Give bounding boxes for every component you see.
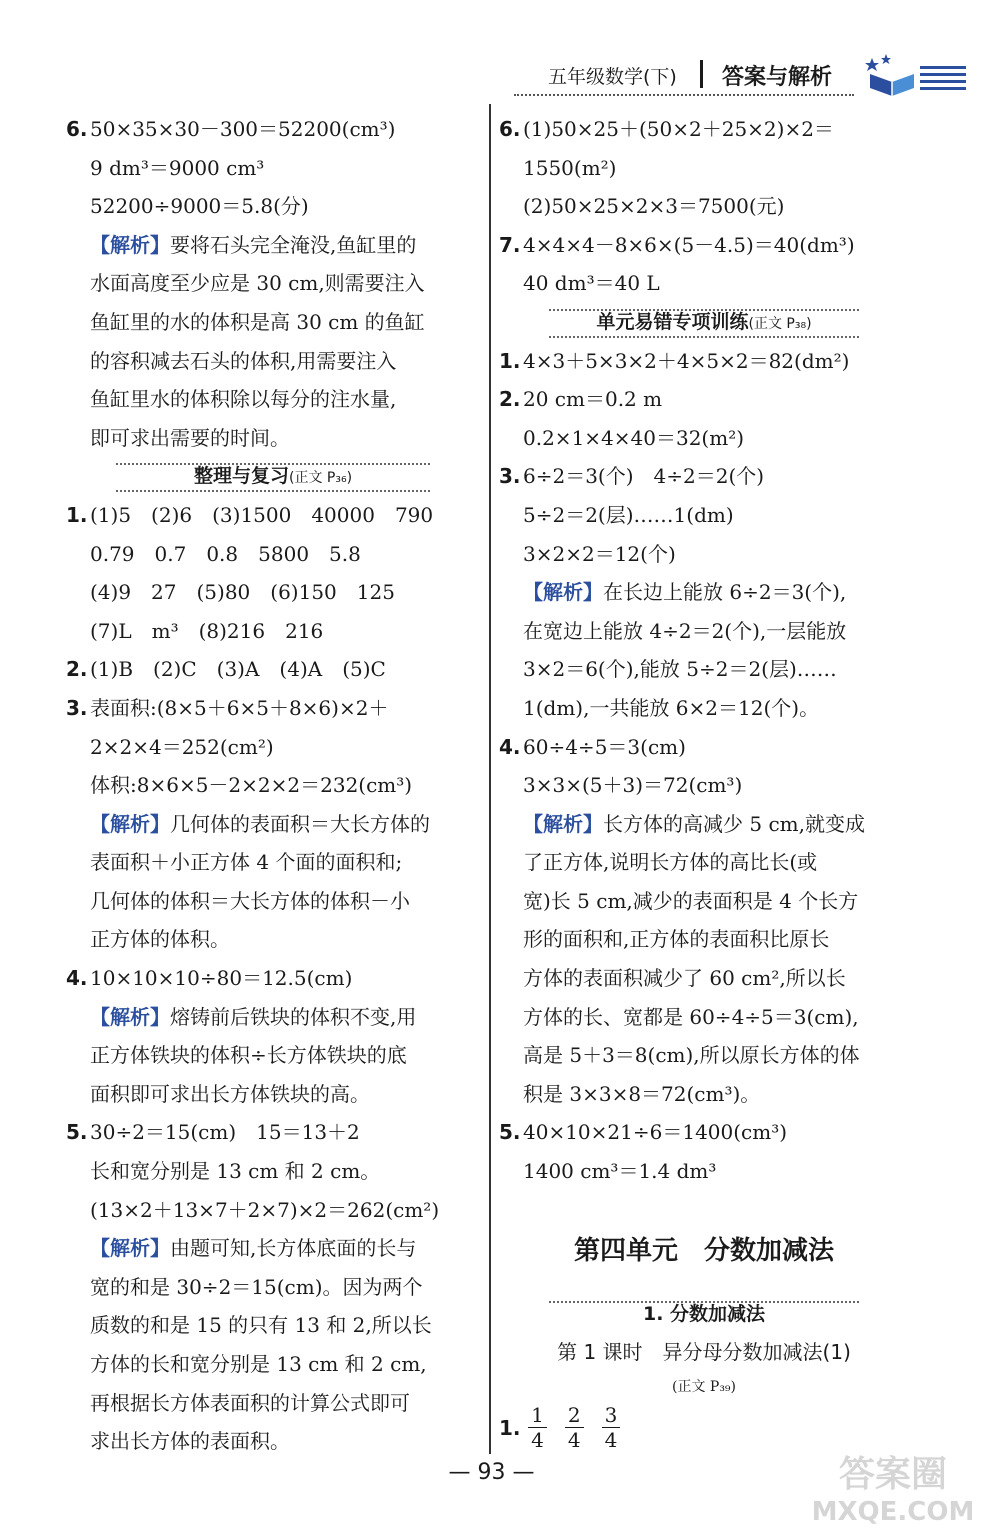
answer-line — [66, 1268, 480, 1307]
line-text: 3×2＝6(个),能放 5÷2＝2(层)…… — [523, 657, 837, 682]
answer-line — [66, 264, 480, 303]
analysis-line — [66, 226, 480, 265]
line-text: 鱼缸里水的体积除以每分的注水量, — [90, 387, 397, 412]
line-text: 2×2×4＝252(cm²) — [90, 734, 274, 759]
line-text: 质数的和是 15 的只有 13 和 2,所以长 — [90, 1313, 432, 1338]
fraction-numerator: 2 — [565, 1403, 584, 1428]
line-text: 在长边上能放 6÷2＝3(个), — [603, 580, 847, 605]
watermark-logo — [808, 1448, 978, 1528]
section-heading-text: 单元易错专项训练 — [596, 310, 749, 333]
line-text: 30÷2＝15(cm) 15＝13＋2 — [90, 1120, 360, 1145]
line-text: 5÷2＝2(层)……1(dm) — [523, 502, 734, 527]
answer-line-numbered — [66, 496, 480, 535]
line-text: 在宽边上能放 4÷2＝2(个),一层能放 — [523, 618, 847, 643]
answer-line-numbered — [499, 110, 909, 149]
line-text: 要将石头完全淹没,鱼缸里的 — [170, 232, 417, 257]
analysis-line — [66, 998, 480, 1037]
line-text: 6÷2＝3(个) 4÷2＝2(个) — [523, 464, 765, 489]
question-number: 3. — [66, 695, 88, 720]
watermark-url: MXQE.COM — [811, 1497, 975, 1527]
answer-line — [66, 766, 480, 805]
line-text: 再根据长方体表面积的计算公式即可 — [90, 1390, 410, 1415]
right-answers — [499, 110, 909, 1191]
line-text: 表面积＋小正方体 4 个面的面积和; — [90, 850, 403, 875]
answer-line — [66, 612, 480, 651]
analysis-tag: 【解析】 — [90, 1236, 170, 1261]
fraction-denominator: 4 — [604, 1428, 618, 1453]
line-text: 10×10×10÷80＝12.5(cm) — [90, 966, 353, 991]
line-text: 1550(m²) — [523, 155, 617, 180]
answer-line — [66, 1036, 480, 1075]
analysis-line — [66, 1229, 480, 1268]
dotted-rule — [549, 309, 859, 311]
lesson-source: (正文 P₃₉) — [671, 1379, 737, 1396]
line-text: 宽)长 5 cm,减少的表面积是 4 个长方 — [523, 888, 859, 913]
line-text: 3×3×(5＋3)＝72(cm³) — [523, 773, 743, 798]
answer-line — [499, 612, 909, 651]
line-text: 水面高度至少应是 30 cm,则需要注入 — [90, 271, 425, 296]
question-number: 6. — [66, 117, 88, 141]
section-heading — [66, 457, 480, 496]
line-text: 积是 3×3×8＝72(cm³)。 — [523, 1081, 761, 1106]
answer-line-numbered — [66, 959, 480, 998]
answer-line — [66, 419, 480, 458]
answer-line — [66, 1422, 480, 1461]
dotted-rule — [549, 1301, 859, 1303]
line-text: 鱼缸里的水的体积是高 30 cm 的鱼缸 — [90, 309, 425, 334]
answer-line — [499, 1152, 909, 1191]
question-number: 5. — [499, 1120, 521, 1145]
answer-line — [66, 187, 480, 226]
line-text: 50×35×30－300＝52200(cm³) — [90, 117, 396, 141]
dotted-rule — [116, 463, 430, 465]
answer-line — [66, 1075, 480, 1114]
answer-line — [66, 843, 480, 882]
answer-line-numbered — [499, 342, 909, 381]
fraction — [528, 1403, 547, 1452]
question-number: 4. — [499, 734, 521, 759]
answer-line — [499, 882, 909, 921]
fraction-numerator: 3 — [602, 1403, 621, 1428]
answer-line — [66, 342, 480, 381]
line-text: 40×10×21÷6＝1400(cm³) — [523, 1120, 788, 1145]
section-heading-text: 1. 分数加减法 — [642, 1302, 766, 1325]
left-column — [66, 110, 480, 1461]
watermark-text: 答案圈 — [838, 1454, 948, 1495]
answer-line — [66, 535, 480, 574]
line-text: 表面积:(8×5＋6×5＋8×6)×2＋ — [90, 695, 389, 720]
line-text: 熔铸前后铁块的体积不变,用 — [170, 1004, 417, 1029]
line-text: 正方体铁块的体积÷长方体铁块的底 — [90, 1043, 407, 1068]
line-text: 方体的表面积减少了 60 cm²,所以长 — [523, 966, 846, 991]
answer-line-numbered — [66, 689, 480, 728]
header-section-title: 答案与解析 — [722, 65, 833, 90]
answer-line-numbered — [499, 728, 909, 767]
book-logo-icon — [864, 52, 968, 98]
line-text: 60÷4÷5＝3(cm) — [523, 734, 686, 759]
answer-line — [66, 573, 480, 612]
answer-line — [66, 920, 480, 959]
page-number: — 93 — — [448, 1460, 535, 1485]
unit-title: 第四单元 分数加减法 — [573, 1235, 834, 1266]
line-text: 了正方体,说明长方体的高比长(或 — [523, 850, 818, 875]
answer-line — [499, 998, 909, 1037]
header-separator — [700, 60, 703, 88]
line-text: 3×2×2＝12(个) — [523, 541, 676, 566]
fraction — [602, 1403, 621, 1452]
dotted-rule — [549, 336, 859, 338]
analysis-tag: 【解析】 — [90, 1004, 170, 1029]
answer-line — [499, 1036, 909, 1075]
section-heading — [499, 303, 909, 342]
line-text: 4×3＋5×3×2＋4×5×2＝82(dm²) — [523, 348, 850, 373]
line-text: 20 cm＝0.2 m — [523, 387, 663, 412]
answer-line — [499, 650, 909, 689]
question-number: 3. — [499, 464, 521, 489]
line-text: 宽的和是 30÷2＝15(cm)。因为两个 — [90, 1274, 423, 1299]
answer-line — [66, 1384, 480, 1423]
line-text: (13×2＋13×7＋2×7)×2＝262(cm²) — [90, 1197, 440, 1222]
line-text: 40 dm³＝40 L — [523, 271, 660, 296]
question-number: 1. — [499, 1415, 521, 1440]
answer-line-numbered — [499, 226, 909, 265]
answer-line-numbered — [499, 457, 909, 496]
analysis-line — [499, 805, 909, 844]
line-text: (4)9 27 (5)80 (6)150 125 — [90, 580, 395, 605]
answer-line — [66, 1191, 480, 1230]
answer-line — [499, 920, 909, 959]
answer-line — [66, 1306, 480, 1345]
answer-line-numbered — [499, 380, 909, 419]
answer-line-numbered — [66, 110, 480, 149]
answer-line — [66, 1345, 480, 1384]
question-number: 2. — [66, 657, 88, 682]
line-text: 长和宽分别是 13 cm 和 2 cm。 — [90, 1159, 381, 1184]
line-text: 正方体的体积。 — [90, 927, 230, 952]
column-divider — [489, 104, 491, 1454]
line-text: 0.2×1×4×40＝32(m²) — [523, 425, 745, 450]
analysis-tag: 【解析】 — [523, 811, 603, 836]
analysis-tag: 【解析】 — [90, 811, 170, 836]
line-text: 的容积减去石头的体积,用需要注入 — [90, 348, 397, 373]
answer-line — [66, 380, 480, 419]
question-number: 2. — [499, 387, 521, 412]
line-text: 1400 cm³＝1.4 dm³ — [523, 1159, 717, 1184]
question-number: 6. — [499, 117, 521, 141]
fraction — [565, 1403, 584, 1452]
line-text: 体积:8×6×5－2×2×2＝232(cm³) — [90, 773, 413, 798]
line-text: 方体的长、宽都是 60÷4÷5＝3(cm), — [523, 1004, 859, 1029]
line-text: 1(dm),一共能放 6×2＝12(个)。 — [523, 695, 820, 720]
answer-line — [499, 843, 909, 882]
line-text: 高是 5＋3＝8(cm),所以原长方体的体 — [523, 1043, 860, 1068]
answer-line — [66, 149, 480, 188]
fraction-denominator: 4 — [567, 1428, 581, 1453]
answer-line-numbered — [66, 1113, 480, 1152]
lesson-title: 第 1 课时 异分母分数加减法(1) — [557, 1340, 851, 1365]
answer-line — [499, 496, 909, 535]
line-text: (2)50×25×2×3＝7500(元) — [523, 194, 785, 219]
answer-line — [66, 303, 480, 342]
answer-line — [499, 187, 909, 226]
header-dotted-rule — [514, 94, 854, 96]
line-text: (1)50×25＋(50×2＋25×2)×2＝ — [523, 117, 834, 141]
line-text: 即可求出需要的时间。 — [90, 425, 290, 450]
answer-line — [499, 689, 909, 728]
question-number: 4. — [66, 966, 88, 991]
answer-line — [499, 959, 909, 998]
line-text: 几何体的体积＝大长方体的体积－小 — [90, 888, 410, 913]
line-text: (7)L m³ (8)216 216 — [90, 618, 324, 643]
right-column — [499, 110, 909, 1463]
question-number: 1. — [66, 502, 88, 527]
line-text: 52200÷9000＝5.8(分) — [90, 194, 309, 219]
line-text: 形的面积和,正方体的表面积比原长 — [523, 927, 830, 952]
answer-line — [499, 1075, 909, 1114]
line-text: 面积即可求出长方体铁块的高。 — [90, 1081, 370, 1106]
analysis-tag: 【解析】 — [523, 580, 603, 605]
fraction-denominator: 4 — [531, 1428, 544, 1453]
line-text: 9 dm³＝9000 cm³ — [90, 155, 265, 180]
line-text: 长方体的高减少 5 cm,就变成 — [603, 811, 865, 836]
answer-line — [499, 535, 909, 574]
analysis-line — [66, 805, 480, 844]
line-text: 求出长方体的表面积。 — [90, 1429, 290, 1454]
answer-line — [499, 264, 909, 303]
answer-line — [66, 728, 480, 767]
section-source: (正文 P₃₆) — [288, 470, 353, 487]
line-text: 由题可知,长方体底面的长与 — [170, 1236, 417, 1261]
answer-line-numbered — [499, 1113, 909, 1152]
line-text: 4×4×4－8×6×(5－4.5)＝40(dm³) — [523, 232, 855, 257]
analysis-line — [499, 573, 909, 612]
question-number: 7. — [499, 232, 521, 257]
answer-line — [499, 766, 909, 805]
dotted-rule — [116, 490, 430, 492]
line-text: (1)5 (2)6 (3)1500 40000 790 — [90, 502, 434, 527]
line-text: (1)B (2)C (3)A (4)A (5)C — [90, 657, 386, 682]
line-text: 方体的长和宽分别是 13 cm 和 2 cm, — [90, 1352, 427, 1376]
line-text: 0.79 0.7 0.8 5800 5.8 — [90, 541, 361, 566]
answer-line — [66, 882, 480, 921]
answer-line — [499, 419, 909, 458]
question-number: 1. — [499, 348, 521, 373]
answer-line-numbered — [66, 650, 480, 689]
section-heading-text: 整理与复习 — [193, 465, 289, 488]
question-number: 5. — [66, 1120, 88, 1145]
line-text: 几何体的表面积＝大长方体的 — [170, 811, 430, 836]
page-header — [500, 52, 970, 100]
answer-line — [66, 1152, 480, 1191]
fraction-numerator: 1 — [528, 1403, 547, 1428]
analysis-tag: 【解析】 — [90, 232, 170, 257]
fraction-list — [528, 1403, 638, 1453]
header-book-title: 五年级数学(下) — [548, 66, 677, 88]
section-source: (正文 P₃₈) — [748, 315, 812, 332]
answer-line — [499, 149, 909, 188]
section-heading-fraction — [499, 1295, 909, 1334]
